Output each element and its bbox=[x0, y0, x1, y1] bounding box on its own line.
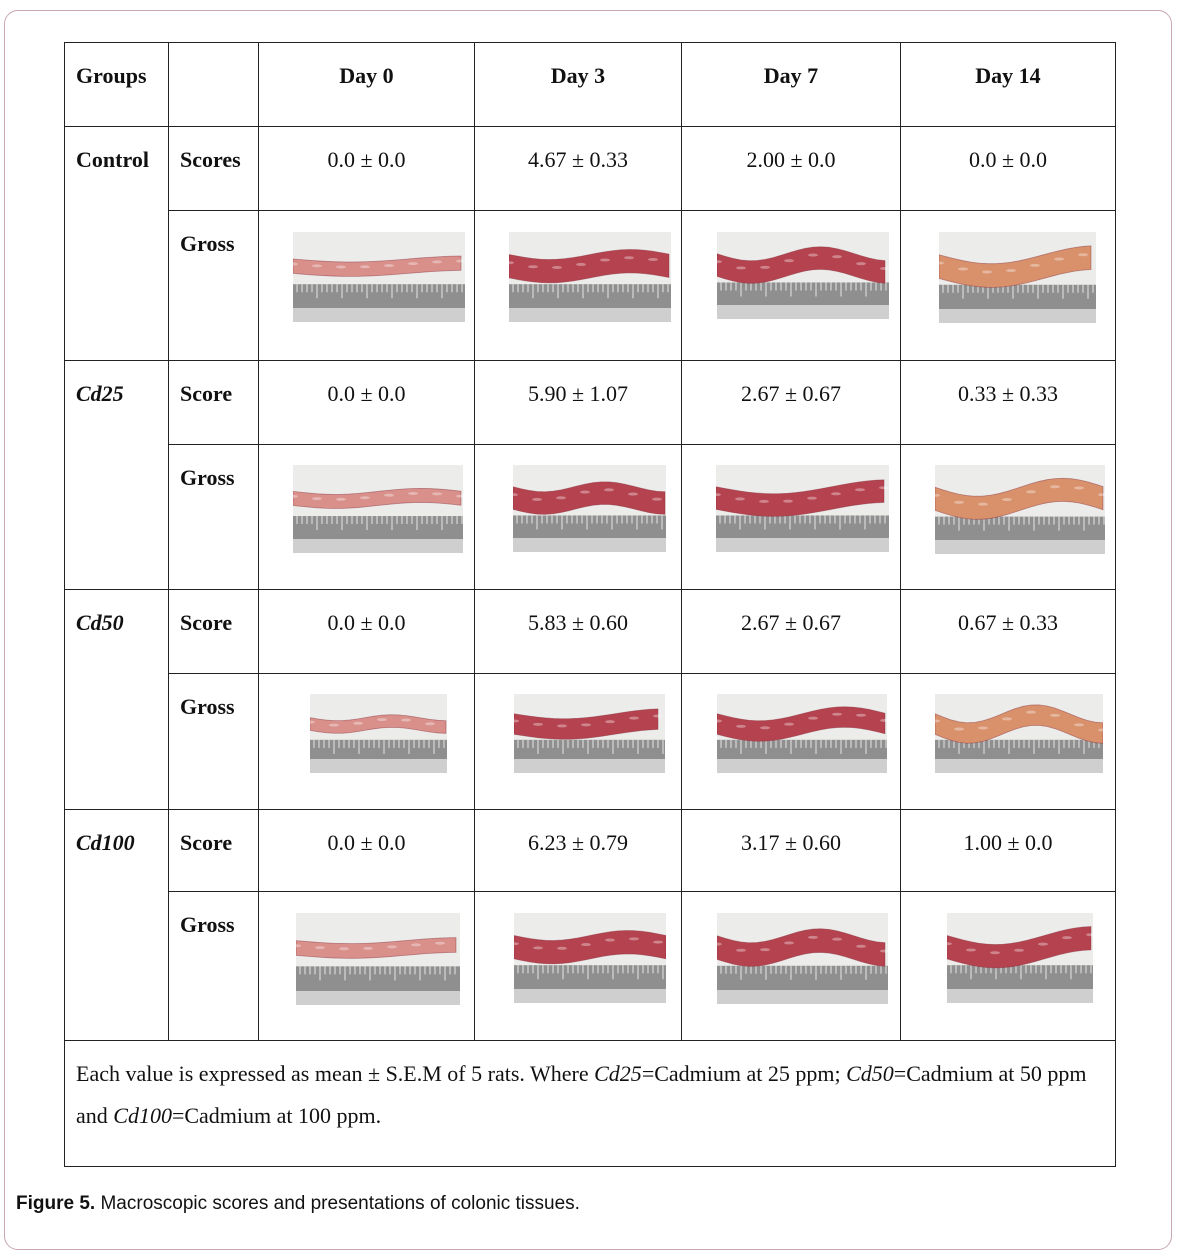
gross-cell bbox=[259, 445, 475, 590]
note-abbrev-cd100: Cd100 bbox=[113, 1103, 172, 1128]
gross-cell bbox=[901, 211, 1116, 361]
header-row bbox=[65, 43, 1116, 127]
gross-cell bbox=[259, 674, 475, 810]
gross-cell bbox=[475, 445, 682, 590]
table-footnote bbox=[65, 1041, 1116, 1167]
header-day-0: Day 0 bbox=[259, 43, 475, 127]
gross-cell bbox=[682, 674, 901, 810]
score-value: 0.67 ± 0.33 bbox=[901, 590, 1116, 674]
control-score-row bbox=[65, 127, 1116, 211]
note-text: =Cadmium at 100 ppm. bbox=[171, 1103, 382, 1128]
colon-photo bbox=[939, 232, 1096, 323]
header-day-14: Day 14 bbox=[901, 43, 1116, 127]
score-label: Score bbox=[169, 810, 259, 892]
colon-photo bbox=[947, 913, 1093, 1003]
score-value: 1.00 ± 0.0 bbox=[901, 810, 1116, 892]
gross-cell bbox=[682, 211, 901, 361]
colon-photo bbox=[293, 232, 465, 322]
colon-photo bbox=[935, 465, 1105, 554]
score-value: 5.83 ± 0.60 bbox=[475, 590, 682, 674]
gross-cell bbox=[901, 892, 1116, 1041]
gross-cell bbox=[682, 892, 901, 1041]
figure-caption bbox=[16, 1193, 580, 1215]
gross-cell bbox=[475, 211, 682, 361]
colon-photo bbox=[514, 913, 666, 1003]
score-value: 0.0 ± 0.0 bbox=[259, 127, 475, 211]
group-name-cd50: Cd50 bbox=[65, 590, 169, 810]
colon-photo bbox=[716, 465, 889, 552]
group-name-cd100: Cd100 bbox=[65, 810, 169, 1041]
header-day-7: Day 7 bbox=[682, 43, 901, 127]
colon-photo bbox=[296, 913, 460, 1005]
score-value: 2.67 ± 0.67 bbox=[682, 590, 901, 674]
score-label: Score bbox=[169, 590, 259, 674]
gross-cell bbox=[901, 674, 1116, 810]
colon-photo bbox=[310, 694, 447, 773]
cd25-gross-row bbox=[65, 445, 1116, 590]
gross-cell bbox=[682, 445, 901, 590]
cd50-gross-row bbox=[65, 674, 1116, 810]
note-text: Each value is expressed as mean ± S.E.M of 5 rats. Where bbox=[76, 1061, 595, 1086]
gross-cell bbox=[259, 892, 475, 1041]
gross-cell bbox=[259, 211, 475, 361]
gross-label: Gross bbox=[169, 211, 259, 361]
control-gross-row bbox=[65, 211, 1116, 361]
score-value: 0.33 ± 0.33 bbox=[901, 361, 1116, 445]
note-text: =Cadmium at 50 ppm and bbox=[76, 1061, 1087, 1128]
caption-text: Macroscopic scores and presentations of colonic tissues. bbox=[95, 1193, 580, 1214]
score-value: 0.0 ± 0.0 bbox=[259, 810, 475, 892]
score-value: 0.0 ± 0.0 bbox=[259, 361, 475, 445]
gross-cell bbox=[475, 892, 682, 1041]
score-value: 2.67 ± 0.67 bbox=[682, 361, 901, 445]
colon-photo bbox=[717, 694, 887, 773]
gross-label: Gross bbox=[169, 892, 259, 1041]
score-value: 5.90 ± 1.07 bbox=[475, 361, 682, 445]
gross-label: Gross bbox=[169, 674, 259, 810]
cd100-gross-row bbox=[65, 892, 1116, 1041]
cd50-score-row bbox=[65, 590, 1116, 674]
cd100-score-row bbox=[65, 810, 1116, 892]
score-label: Scores bbox=[169, 127, 259, 211]
colon-photo bbox=[293, 465, 463, 553]
note-abbrev-cd25: Cd25 bbox=[594, 1061, 642, 1086]
colon-photo bbox=[717, 232, 889, 319]
caption-label: Figure 5. bbox=[16, 1193, 96, 1214]
score-value: 0.0 ± 0.0 bbox=[901, 127, 1116, 211]
note-abbrev-cd50: Cd50 bbox=[846, 1061, 894, 1086]
colon-photo bbox=[509, 232, 671, 322]
colon-photo bbox=[717, 913, 888, 1004]
score-value: 0.0 ± 0.0 bbox=[259, 590, 475, 674]
results-table bbox=[64, 42, 1116, 1167]
score-value: 2.00 ± 0.0 bbox=[682, 127, 901, 211]
group-name-cd25: Cd25 bbox=[65, 361, 169, 590]
group-name-control: Control bbox=[65, 127, 169, 361]
cd25-score-row bbox=[65, 361, 1116, 445]
score-label: Score bbox=[169, 361, 259, 445]
score-value: 4.67 ± 0.33 bbox=[475, 127, 682, 211]
score-value: 3.17 ± 0.60 bbox=[682, 810, 901, 892]
header-blank bbox=[169, 43, 259, 127]
colon-photo bbox=[513, 465, 666, 552]
colon-photo bbox=[935, 694, 1103, 773]
gross-cell bbox=[901, 445, 1116, 590]
note-text: =Cadmium at 25 ppm; bbox=[641, 1061, 847, 1086]
score-value: 6.23 ± 0.79 bbox=[475, 810, 682, 892]
header-day-3: Day 3 bbox=[475, 43, 682, 127]
note-row bbox=[65, 1041, 1116, 1167]
gross-cell bbox=[475, 674, 682, 810]
colon-photo bbox=[514, 694, 665, 773]
gross-label: Gross bbox=[169, 445, 259, 590]
header-groups: Groups bbox=[65, 43, 169, 127]
